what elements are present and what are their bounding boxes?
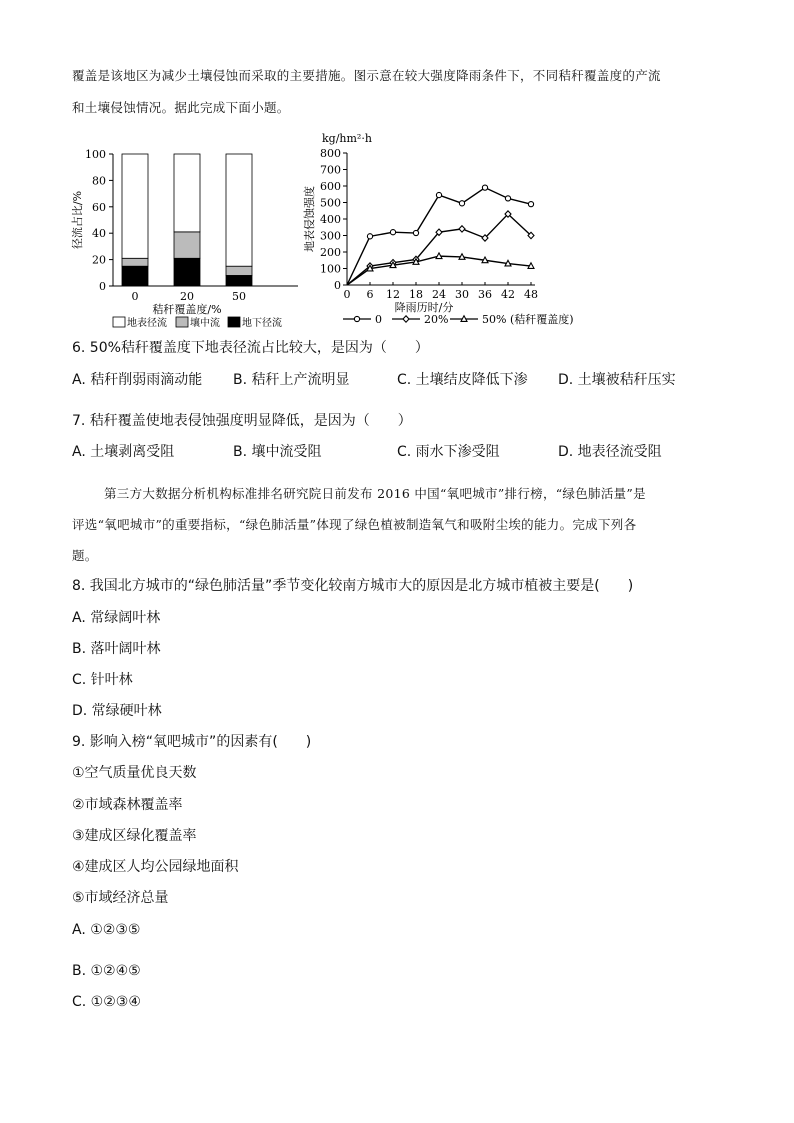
intro-line-2: 和土壤侵蚀情况。据此完成下面小题。 <box>72 100 290 115</box>
marker-triangle <box>482 257 488 263</box>
bar-segment <box>226 266 252 275</box>
x-tick-label: 6 <box>366 288 374 301</box>
q9-option-c[interactable]: C. ①②③④ <box>72 994 141 1010</box>
x-axis-label: 秸秆覆盖度/% <box>152 303 222 316</box>
q9-item-2: ②市域森林覆盖率 <box>72 797 183 813</box>
y-tick-label: 500 <box>320 196 341 210</box>
erosion-line-chart <box>300 128 610 330</box>
legend-label: 壤中流 <box>190 318 220 329</box>
q7-option-d[interactable]: D. 地表径流受阻 <box>558 444 662 460</box>
q7-option-a[interactable]: A. 土壤剥离受阻 <box>72 444 175 460</box>
x-tick-label: 36 <box>478 288 492 301</box>
y-tick-label: 40 <box>92 227 106 241</box>
q6-option-a[interactable]: A. 秸秆削弱雨滴动能 <box>72 372 203 388</box>
y-tick-label: 700 <box>320 163 341 177</box>
y-tick-label: 800 <box>320 147 341 160</box>
y-axis-label: 地表侵蚀强度 <box>303 186 316 252</box>
q9-option-b[interactable]: B. ①②④⑤ <box>72 963 141 979</box>
series-line <box>347 214 531 285</box>
legend-label: 20% <box>424 313 449 326</box>
bar-segment <box>174 232 200 258</box>
x-axis-label: 降雨历时/分 <box>394 301 454 314</box>
bar-segment <box>174 258 200 286</box>
line-chart-plot <box>302 132 574 326</box>
x-tick-label: 30 <box>455 288 469 301</box>
intro2-line-2: 评选“氧吧城市”的重要指标，“绿色肺活量”体现了绿色植被制造氧气和吸附尘埃的能力。完成下列各 <box>72 517 637 532</box>
bar-chart-plot <box>70 148 298 329</box>
y-tick-label: 0 <box>99 280 106 293</box>
legend-swatch <box>176 317 188 327</box>
y-tick-label: 400 <box>320 213 341 226</box>
y-tick-label: 100 <box>85 148 106 161</box>
legend-swatch <box>113 317 125 327</box>
bar-segment <box>226 275 252 286</box>
y-tick-label: 0 <box>334 279 341 292</box>
unit-label: kg/hm²·h <box>322 132 372 145</box>
marker-diamond <box>403 316 409 322</box>
legend-label: 0 <box>375 313 382 326</box>
x-tick-label: 12 <box>386 288 400 301</box>
legend-suffix: (秸秆覆盖度) <box>510 313 574 326</box>
marker-triangle <box>459 254 465 260</box>
bar-segment <box>122 258 148 266</box>
marker-circle <box>528 202 533 207</box>
x-tick-label: 50 <box>232 290 246 303</box>
y-tick-label: 100 <box>320 262 341 276</box>
q9-option-a[interactable]: A. ①②③⑤ <box>72 922 141 938</box>
marker-circle <box>354 316 359 321</box>
marker-circle <box>436 192 441 197</box>
bar-segment <box>122 154 148 258</box>
marker-circle <box>482 185 487 190</box>
intro-line-1: 覆盖是该地区为减少土壤侵蚀而采取的主要措施。图示意在较大强度降雨条件下，不同秸秆覆盖度的产流 <box>72 68 661 83</box>
q6-stem: 6. 50%秸秆覆盖度下地表径流占比较大，是因为（ ） <box>72 340 429 356</box>
q7-stem: 7. 秸秆覆盖使地表侵蚀强度明显降低，是因为（ ） <box>72 413 412 429</box>
q9-item-1: ①空气质量优良天数 <box>72 765 197 781</box>
y-tick-label: 60 <box>92 200 106 214</box>
marker-triangle <box>505 260 511 266</box>
y-tick-label: 20 <box>92 253 106 267</box>
legend-label: 50% <box>482 313 507 326</box>
runoff-bar-chart <box>68 140 308 330</box>
q8-option-b[interactable]: B. 落叶阔叶林 <box>72 641 161 657</box>
legend-label: 地下径流 <box>242 318 282 329</box>
marker-circle <box>505 196 510 201</box>
marker-circle <box>367 234 372 239</box>
marker-diamond <box>459 226 465 232</box>
q8-option-c[interactable]: C. 针叶林 <box>72 672 133 688</box>
q7-option-b[interactable]: B. 壤中流受阻 <box>233 444 322 460</box>
intro2-line-1: 第三方大数据分析机构标准排名研究院日前发布 2016 中国“氧吧城市”排行榜，“绿色肺活量”是 <box>104 486 646 501</box>
marker-triangle <box>436 253 442 259</box>
marker-circle <box>390 230 395 235</box>
q6-option-c[interactable]: C. 土壤结皮降低下渗 <box>397 372 528 388</box>
y-tick-label: 80 <box>92 174 106 188</box>
y-tick-label: 200 <box>320 246 341 259</box>
x-tick-label: 0 <box>343 288 351 301</box>
marker-circle <box>413 230 418 235</box>
bar-segment <box>122 266 148 286</box>
bar-segment <box>174 154 200 232</box>
q8-stem: 8. 我国北方城市的“绿色肺活量”季节变化较南方城市大的原因是北方城市植被主要是( ) <box>72 578 634 594</box>
legend-label: 地表径流 <box>127 318 167 329</box>
intro2-line-3: 题。 <box>72 548 98 563</box>
x-tick-label: 20 <box>180 290 194 303</box>
marker-triangle <box>528 263 534 269</box>
q9-item-5: ⑤市域经济总量 <box>72 890 169 906</box>
legend-swatch <box>228 317 240 327</box>
bar-segment <box>226 154 252 266</box>
series-line <box>347 256 531 285</box>
q8-option-a[interactable]: A. 常绿阔叶林 <box>72 610 161 626</box>
q9-item-4: ④建成区人均公园绿地面积 <box>72 859 239 875</box>
q9-stem: 9. 影响入榜“氧吧城市”的因素有( ) <box>72 734 312 750</box>
marker-triangle <box>461 316 467 322</box>
q9-item-3: ③建成区绿化覆盖率 <box>72 828 197 844</box>
series-line <box>347 188 531 285</box>
q6-option-d[interactable]: D. 土壤被秸秆压实 <box>558 372 676 388</box>
q8-option-d[interactable]: D. 常绿硬叶林 <box>72 703 162 719</box>
y-tick-label: 300 <box>320 229 341 243</box>
q7-option-c[interactable]: C. 雨水下渗受阻 <box>397 444 500 460</box>
x-tick-label: 48 <box>524 288 538 301</box>
x-tick-label: 18 <box>409 288 423 301</box>
y-axis-label: 径流占比/% <box>71 190 84 250</box>
x-tick-label: 24 <box>432 288 446 301</box>
marker-circle <box>459 201 464 206</box>
q6-option-b[interactable]: B. 秸秆上产流明显 <box>233 372 350 388</box>
y-tick-label: 600 <box>320 180 341 193</box>
x-tick-label: 42 <box>501 288 515 301</box>
x-tick-label: 0 <box>131 290 139 303</box>
